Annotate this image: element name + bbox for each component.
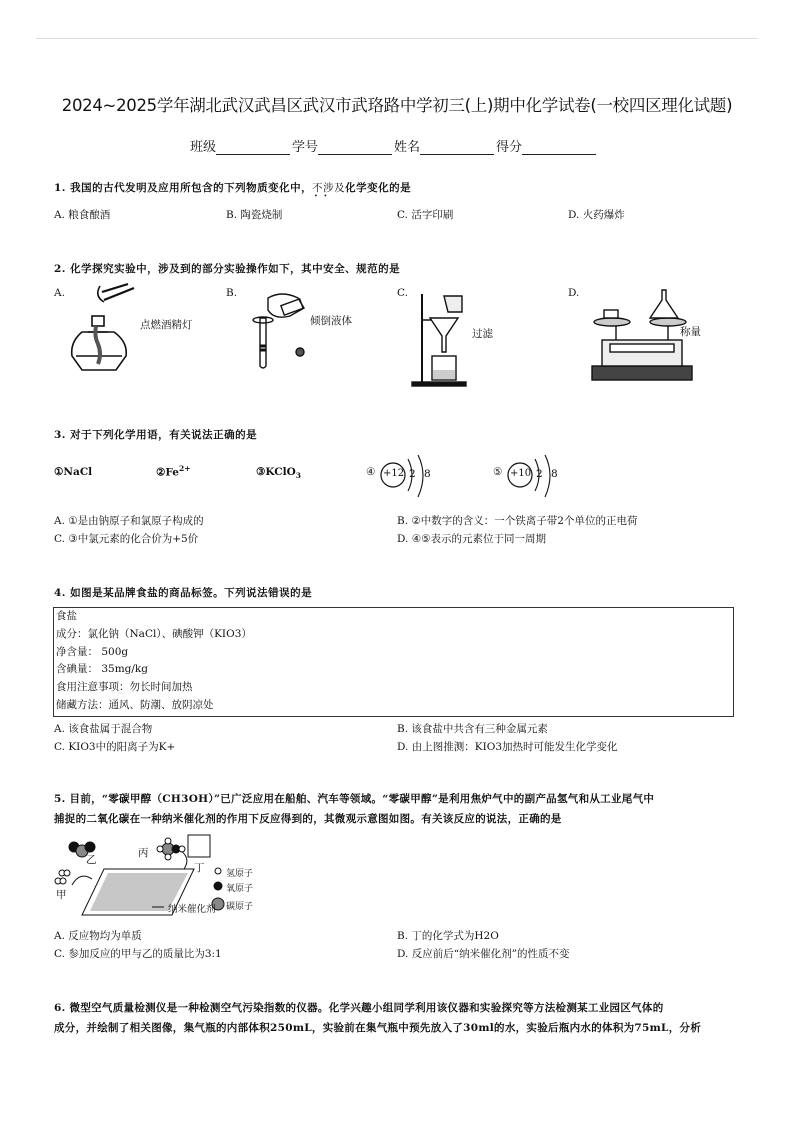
- q5-stem-line-2: 捕捉的二氧化碳在一种纳米催化剂的作用下反应得到的，其微观示意图如图。有关该反应的说法，正确的是: [54, 813, 562, 825]
- q1-option-d[interactable]: D. 火药爆炸: [568, 209, 625, 221]
- q5-option-c[interactable]: C. 参加反应的甲与乙的质量比为3:1: [54, 948, 222, 960]
- question-2-stem: 2. 化学探究实验中，涉及到的部分实验操作如下，其中安全、规范的是: [54, 263, 401, 275]
- symbol-4-prefix: ④: [366, 466, 376, 478]
- molecule-label-jia: 甲: [56, 889, 67, 901]
- q4-option-b[interactable]: B. 该食盐中共含有三种金属元素: [397, 723, 548, 735]
- molecule-label-yi: 乙: [86, 854, 97, 866]
- q5-option-d[interactable]: D. 反应前后“纳米催化剂”的性质不变: [397, 948, 570, 960]
- id-label: 学号: [292, 140, 319, 155]
- q3-option-b[interactable]: B. ②中数字的含义：一个铁离子带2个单位的正电荷: [397, 515, 638, 527]
- q2-option-a[interactable]: A.: [54, 287, 65, 299]
- header-rule: [36, 38, 758, 39]
- q1-option-c[interactable]: C. 活字印刷: [397, 209, 454, 221]
- q4-option-a[interactable]: A. 该食盐属于混合物: [54, 723, 153, 735]
- q4-option-c[interactable]: C. KIO3中的阳离子为K+: [54, 741, 176, 753]
- question-3-stem: 3. 对于下列化学用语，有关说法正确的是: [54, 429, 258, 441]
- q2-option-b[interactable]: B.: [226, 287, 238, 299]
- label-line: 食盐: [56, 610, 77, 622]
- q3-option-a[interactable]: A. ①是由钠原子和氯原子构成的: [54, 515, 204, 527]
- q1-option-b[interactable]: B. 陶瓷烧制: [226, 209, 283, 221]
- catalyst-label: 纳米催化剂: [168, 904, 216, 915]
- q1-stem-part: 1. 我国的古代发明及应用所包含的下列物质变化中，: [54, 182, 313, 194]
- molecule-label-ding: 丁: [194, 862, 205, 874]
- q2-option-c[interactable]: C.: [397, 287, 408, 299]
- legend-oxygen: 氧原子: [226, 884, 254, 894]
- label-line: 成分：氯化钠（NaCl）、碘酸钾（KIO3）: [56, 627, 252, 640]
- q2-option-d[interactable]: D.: [568, 287, 580, 299]
- caption-light-lamp: 点燃酒精灯: [140, 319, 193, 331]
- fe-charge: 2+: [178, 464, 191, 473]
- q6-stem-line-2: 成分，并绘制了相关图像，集气瓶的内部体积250mL，实验前在集气瓶中预先放入了30ml的水，实验后瓶内水的体积为75mL，分析: [54, 1022, 702, 1034]
- score-blank[interactable]: [522, 140, 596, 155]
- id-blank[interactable]: [318, 140, 392, 155]
- kclo-subscript: 3: [295, 471, 301, 481]
- atom5-shell-1: 2: [536, 468, 543, 480]
- symbol-nacl: ①NaCl: [54, 466, 93, 478]
- label-line: 含碘量： 35mg/kg: [56, 663, 148, 676]
- caption-filtration: 过滤: [472, 328, 493, 340]
- q3-option-c[interactable]: C. ③中氯元素的化合价为+5价: [54, 533, 199, 545]
- q4-option-d[interactable]: D. 由上图推测：KIO3加热时可能发生化学变化: [397, 741, 618, 753]
- label-line: 储藏方法：通风、防潮、放阴凉处: [56, 698, 214, 711]
- symbol-fe-ion: [156, 464, 191, 479]
- kclo-symbol: ③KClO: [256, 466, 296, 478]
- score-label: 得分: [496, 140, 523, 155]
- q5-option-b[interactable]: B. 丁的化学式为H2O: [397, 930, 499, 942]
- question-4-stem: 4. 如图是某品牌食盐的商品标签。下列说法错误的是: [54, 587, 313, 599]
- atom4-shell-1: 2: [409, 468, 416, 480]
- question-1-stem: [54, 180, 411, 195]
- q1-stem-part: 化学变化的是: [345, 182, 412, 194]
- q5-stem-line-1: 5. 目前，“零碳甲醇（CH3OH）”已广泛应用在船舶、汽车等领域。“零碳甲醇”是利用焦炉气中的副产品氢气和从工业尾气中: [54, 793, 655, 805]
- atom4-shell-2: 8: [424, 468, 431, 480]
- label-line: 食用注意事项：勿长时间加热: [56, 681, 193, 694]
- salt-label-box: [53, 607, 734, 717]
- fe-symbol: ②Fe: [156, 466, 179, 479]
- q6-stem-line-1: 6. 微型空气质量检测仪是一种检测空气污染指数的仪器。化学兴趣小组同学利用该仪器和实验探究等方法检测某工业园区气体的: [54, 1002, 664, 1014]
- caption-weighing: 称量: [680, 326, 701, 338]
- student-info-fields: [190, 136, 598, 155]
- class-label: 班级: [190, 140, 217, 155]
- pour-liquid-illustration: [238, 290, 318, 370]
- atom5-nucleus: +10: [510, 468, 532, 479]
- legend-carbon: 碳原子: [226, 902, 254, 912]
- molecule-label-bing: 丙: [138, 847, 149, 859]
- legend-hydrogen: 氢原子: [226, 869, 254, 879]
- q3-option-d[interactable]: D. ④⑤表示的元素位于同一周期: [397, 533, 547, 545]
- atom5-shell-2: 8: [551, 468, 558, 480]
- question-5-stem: [54, 789, 742, 829]
- caption-pour-liquid: 倾倒液体: [310, 315, 352, 327]
- symbol-kclo3: [256, 466, 301, 480]
- label-line: 净含量： 500g: [56, 645, 129, 658]
- symbol-5-prefix: ⑤: [493, 466, 503, 478]
- page-title: 2024~2025学年湖北武汉武昌区武汉市武珞路中学初三(上)期中化学试卷(一校四区理化试题): [61, 96, 733, 115]
- atom4-nucleus: +12: [383, 468, 405, 479]
- q5-option-a[interactable]: A. 反应物均为单质: [54, 930, 142, 942]
- question-6-stem: [54, 998, 742, 1038]
- class-blank[interactable]: [216, 140, 290, 155]
- q1-option-a[interactable]: A. 粮食酿酒: [54, 209, 111, 221]
- name-blank[interactable]: [420, 140, 494, 155]
- q1-emphasis: 不涉及 • •: [312, 182, 345, 194]
- name-label: 姓名: [394, 140, 421, 155]
- alcohol-lamp-illustration: [62, 284, 142, 374]
